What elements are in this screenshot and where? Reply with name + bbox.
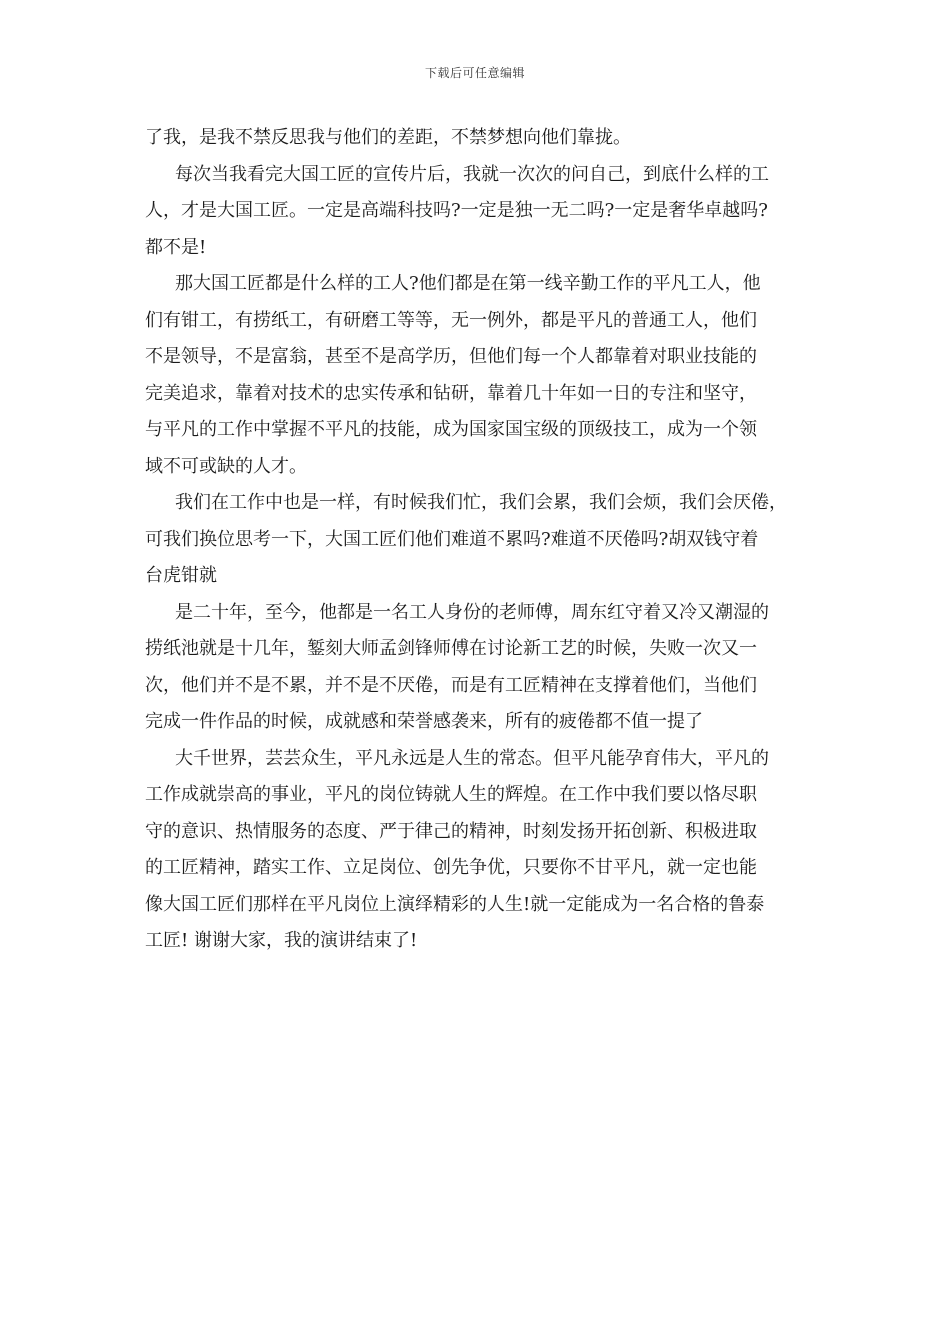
paragraph-line: 的工匠精神，踏实工作、立足岗位、创先争优，只要你不甘平凡，就一定也能: [145, 857, 757, 878]
paragraph-4: [145, 485, 809, 595]
paragraph-line: 是二十年，至今，他都是一名工人身份的老师傅，周东红守着又冷又潮湿的: [175, 601, 769, 623]
paragraph-line: 像大国工匠们那样在平凡岗位上演绎精彩的人生!就一定能成为一名合格的鲁泰: [145, 893, 765, 915]
paragraph-line: 都不是!: [145, 236, 207, 258]
paragraph-line: 次，他们并不是不累，并不是不厌倦，而是有工匠精神在支撑着他们，当他们: [145, 674, 757, 696]
paragraph-line: 那大国工匠都是什么样的工人?他们都是在第一线辛勤工作的平凡工人，他: [175, 273, 761, 294]
paragraph-line: 工作成就崇高的事业，平凡的岗位铸就人生的辉煌。在工作中我们要以恪尽职: [145, 784, 757, 805]
paragraph-line: 大千世界，芸芸众生，平凡永远是人生的常态。但平凡能孕育伟大，平凡的: [175, 747, 769, 769]
paragraph-line: 每次当我看完大国工匠的宣传片后，我就一次次的问自己，到底什么样的工: [175, 163, 769, 185]
paragraph-2: [145, 157, 809, 267]
paragraph-3: [145, 266, 809, 485]
paragraph-line: 们有钳工，有捞纸工，有研磨工等等，无一例外，都是平凡的普通工人，他们: [145, 309, 757, 331]
paragraph-1: [145, 120, 809, 157]
paragraph-line: 守的意识、热情服务的态度、严于律己的精神，时刻发扬开拓创新、积极进取: [145, 820, 757, 842]
paragraph-line: 工匠! 谢谢大家，我的演讲结束了!: [145, 930, 418, 951]
paragraph-6: [145, 741, 809, 960]
paragraph-line: 与平凡的工作中掌握不平凡的技能，成为国家国宝级的顶级技工，成为一个领: [145, 419, 757, 440]
paragraph-line: 捞纸池就是十几年，錾刻大师孟剑锋师傅在讨论新工艺的时候，失败一次又一: [145, 638, 757, 659]
document-body: [145, 120, 809, 960]
paragraph-line: 了我，是我不禁反思我与他们的差距，不禁梦想向他们靠拢。: [145, 127, 631, 148]
paragraph-line: 我们在工作中也是一样，有时候我们忙，我们会累，我们会烦，我们会厌倦，: [175, 492, 787, 513]
paragraph-line: 完成一件作品的时候，成就感和荣誉感袭来，所有的疲倦都不值一提了: [145, 711, 703, 732]
paragraph-line: 人，才是大国工匠。一定是高端科技吗?一定是独一无二吗?一定是奢华卓越吗?: [145, 200, 768, 221]
paragraph-line: 域不可或缺的人才。: [145, 455, 307, 477]
paragraph-5: [145, 595, 809, 741]
paragraph-line: 不是领导，不是富翁，甚至不是高学历，但他们每一个人都靠着对职业技能的: [145, 346, 757, 367]
paragraph-line: 台虎钳就: [145, 565, 217, 586]
paragraph-line: 完美追求，靠着对技术的忠实传承和钻研，靠着几十年如一日的专注和坚守，: [145, 382, 757, 404]
paragraph-line: 可我们换位思考一下，大国工匠们他们难道不累吗?难道不厌倦吗?胡双钱守着: [145, 528, 759, 550]
page-header: 下载后可任意编辑: [424, 66, 525, 80]
